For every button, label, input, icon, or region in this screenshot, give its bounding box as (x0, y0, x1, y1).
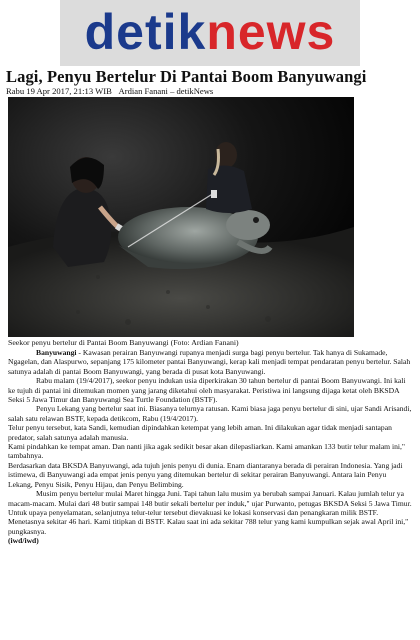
article-author: Ardian Fanani – detikNews (118, 86, 214, 96)
article-date: Rabu 19 Apr 2017, 21:13 WIB (6, 86, 112, 96)
paragraph-text: - Kawasan perairan Banyuwangi rupanya menjadi surga bagi penyu bertelur. Tak hanya di Sukamade, Ngagelan, dan Alaspurwo, sepanjang 175 kilometer pantai Banyuwangi, kerap kali menjadi tempat pendaratan penyu bertelur. Salah satunya adalah di pantai Boom Banyuwangi, yang berada di pusat kota Banyuwangi. (8, 348, 411, 376)
paragraph: Berdasarkan data BKSDA Banyuwangi, ada tujuh jenis penyu di dunia. Enam diantaranya berada di perairan Indonesia. Yang jadi istimewa, di Banyuwangi ada empat jenis penyu yang ditemukan bertelur di sekitar perairan Banyuwangi. Antara lain Penyu Lekang, Penyu Sisik, Penyu Hijau, dan Penyu Belimbing. (8, 460, 403, 489)
paragraph: Telur penyu tersebut, kata Sandi, kemudian dipindahkan ketempat yang lebih aman. Ini dilakukan agar tidak menjadi santapan predator, salah satunya adalah manusia. (8, 423, 392, 442)
article-photo (8, 97, 354, 337)
signoff (8, 536, 412, 545)
paragraph (8, 348, 412, 376)
lead-place: Banyuwangi (36, 348, 77, 357)
paragraph: Untuk upaya penyelamatan, selanjutnya telur-telur tersebut dievakuasi ke lokasi konservasi dan penangkaran milik BSTF. (8, 507, 379, 517)
paragraph: Kami pindahkan ke tempat aman. Dan nanti jika agak sedikit besar akan dilepasliarkan. Kami amankan 133 butir telur malam ini," tambahnya. (8, 442, 406, 461)
signoff-text: (iwd/iwd) (8, 536, 39, 546)
photo-caption: Seekor penyu bertelur di Pantai Boom Banyuwangi (Foto: Ardian Fanani) (8, 338, 239, 347)
detiknews-logo[interactable] (60, 4, 360, 60)
article-title: Lagi, Penyu Bertelur Di Pantai Boom Banyuwangi (6, 67, 367, 86)
logo-detik: detik (84, 4, 207, 60)
paragraph: Musim penyu bertelur mulai Maret hingga Juni. Tapi tahun lalu musim ya berubah sampai Januari. Kalau jumlah telur ya macam-macam. Mulai dari 48 butir sampai 148 butir sekali bertelur per induk," ujar Purwanto, petugas BKSDA Seksi 5 Jawa Timur. (8, 489, 412, 508)
article-meta (6, 86, 218, 96)
paragraph: Rabu malam (19/4/2017), seekor penyu indukan usia diperkirakan 30 tahun bertelur di pantai Boom Banyuwangi. Ini kali ke tujuh di pantai ini ditemukan momen yang jarang diketahui oleh masyarakat. Peristiwa ini langsung dijaga ketat oleh BKSDA Seksi 5 Jawa Timur dan Banyuwangi Sea Turtle Foundation (BSTF). (8, 376, 406, 405)
paragraph: Penyu Lekang yang bertelur saat ini. Biasanya telurnya ratusan. Kami biasa jaga penyu bertelur di sini, ujar Sandi Arisandi, salah satu relawan BSTF, kepada detikcom, Rabu (19/4/2017). (8, 404, 412, 423)
paragraph: Menetasnya sekitar 46 hari. Kami titipkan di BSTF. Kalau saat ini ada sekitar 788 telur yang kami kumpulkan sejak awal April ini," pungkasnya. (8, 517, 409, 536)
article-body (8, 348, 412, 546)
logo-band (60, 0, 360, 66)
logo-news: news (206, 4, 336, 60)
